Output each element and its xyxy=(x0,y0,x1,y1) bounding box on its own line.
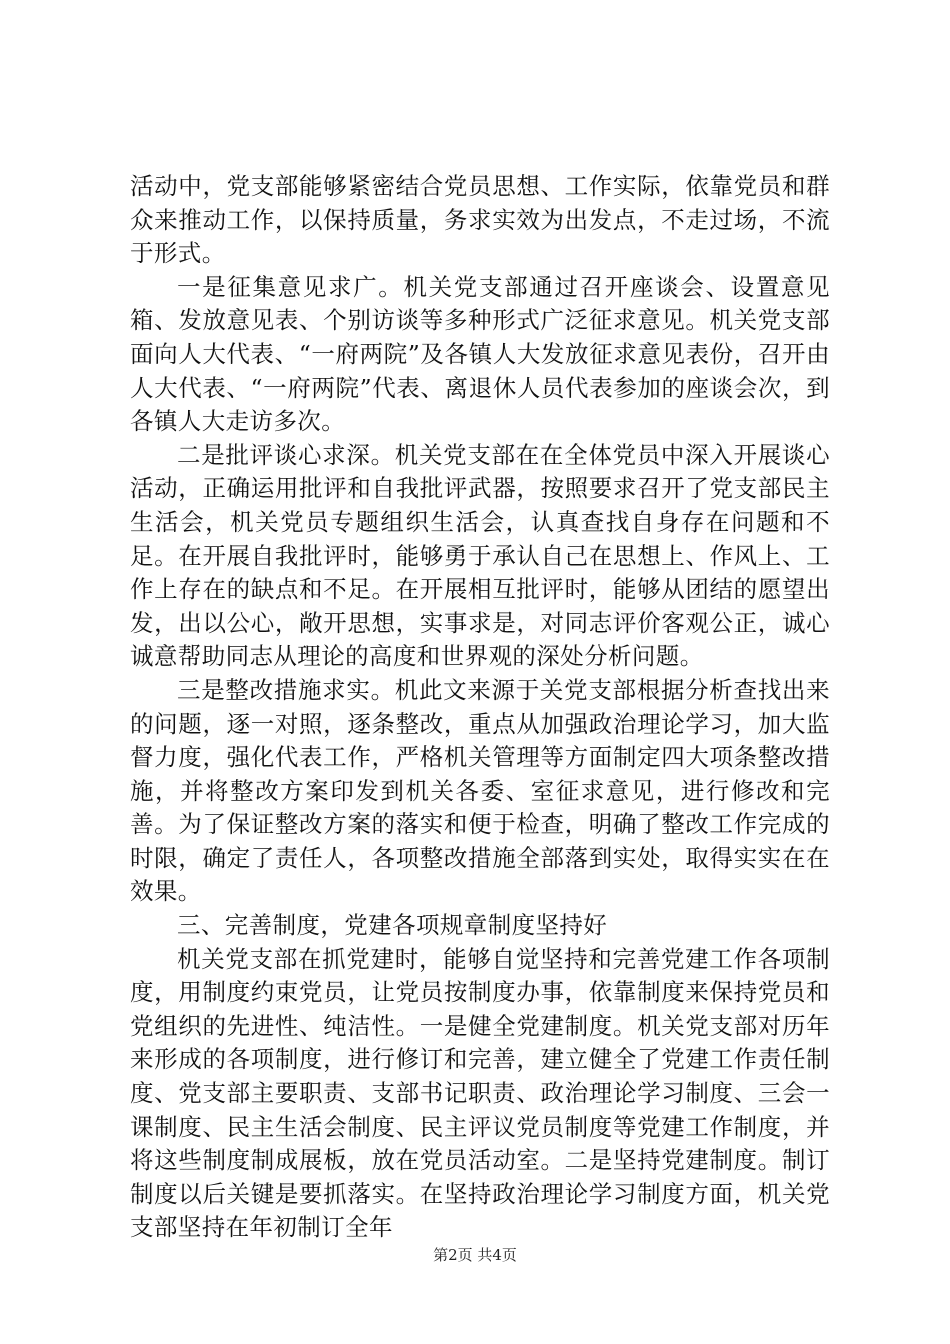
paragraph-3: 二是批评谈心求深。机关党支部在在全体党员中深入开展谈心活动，正确运用批评和自我批评武器，按照要求召开了党支部民主生活会，机关党员专题组织生活会，认真查找自身存在问题和不足。在开展自我批评时，能够勇于承认自己在思想上、作风上、工作上存在的缺点和不足。在开展相互批评时，能够从团结的愿望出发，出以公心，敞开思想，实事求是，对同志评价客观公正，诚心诚意帮助同志从理论的高度和世界观的深处分析问题。 xyxy=(130,440,830,671)
page-number-footer: 第2页 共4页 xyxy=(433,1246,517,1264)
section-heading: 三、完善制度，党建各项规章制度坚持好 xyxy=(177,911,608,940)
paragraph-5: 机关党支部在抓党建时，能够自觉坚持和完善党建工作各项制度，用制度约束党员，让党员按制度办事，依靠制度来保持党员和党组织的先进性、纯洁性。一是健全党建制度。机关党支部对历年来形成的各项制度，进行修订和完善，建立健全了党建工作责任制度、党支部主要职责、支部书记职责、政治理论学习制度、三会一课制度、民主生活会制度、民主评议党员制度等党建工作制度，并将这些制度制成展板，放在党员活动室。二是坚持党建制度。制订制度以后关键是要抓落实。在坚持政治理论学习制度方面，机关党支部坚持在年初制订全年 xyxy=(130,944,830,1242)
document-body xyxy=(130,170,830,1245)
paragraph-4: 三是整改措施求实。机此文来源于关党支部根据分析查找出来的问题，逐一对照，逐条整改，重点从加强政治理论学习，加大监督力度，强化代表工作，严格机关管理等方面制定四大项条整改措施，并将整改方案印发到机关各委、室征求意见，进行修改和完善。为了保证整改方案的落实和便于检查，明确了整改工作完成的时限，确定了责任人，各项整改措施全部落到实处，取得实实在在效果。 xyxy=(130,675,830,906)
paragraph-2: 一是征集意见求广。机关党支部通过召开座谈会、设置意见箱、发放意见表、个别访谈等多种形式广泛征求意见。机关党支部面向人大代表、“一府两院”及各镇人大发放征求意见表份，召开由人大代表、“一府两院”代表、离退休人员代表参加的座谈会次，到各镇人大走访多次。 xyxy=(130,272,830,436)
paragraph-1: 活动中，党支部能够紧密结合党员思想、工作实际，依靠党员和群众来推动工作，以保持质量，务求实效为出发点，不走过场，不流于形式。 xyxy=(130,172,830,268)
